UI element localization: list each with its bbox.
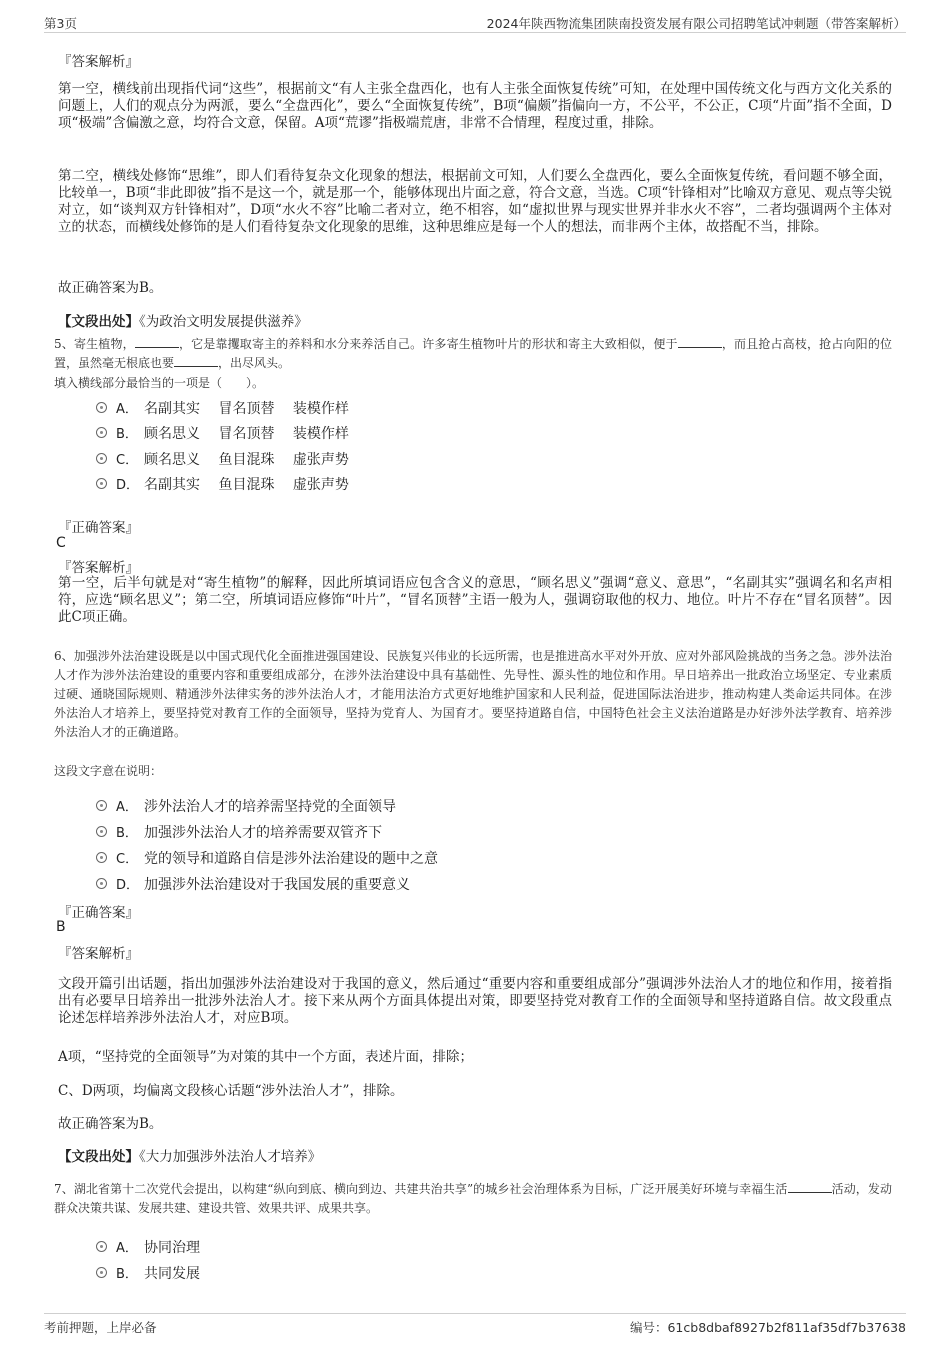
q6-analysis-paragraph-2: A项，“坚持党的全面领导”为对策的其中一个方面，表述片面，排除； bbox=[58, 1049, 474, 1065]
q6-analysis-paragraph-1: 文段开篇引出话题，指出加强涉外法治建设对于我国的意义，然后通过“重要内容和重要组成部分”强调涉外法治人才的地位和作用，接着指出有必要早日培养出一批涉外法治人才。接下来从两个方面具体提出对策，即要坚持党对教育工作的全面领导和坚持道路自信。故文段重点论述怎样培养涉外法治人才，对应B项。 bbox=[58, 976, 892, 1026]
q4-analysis-label: 『答案解析』 bbox=[58, 54, 139, 70]
q5-correct-answer: C bbox=[56, 535, 66, 551]
source-tag: 【文段出处】 bbox=[58, 314, 139, 330]
footer-slogan: 考前押题，上岸必备 bbox=[44, 1320, 157, 1335]
page-footer bbox=[44, 1313, 906, 1336]
q5-analysis: 第一空，后半句就是对“寄生植物”的解释，因此所填词语应包含含义的意思，“顾名思义”强调“意义、意思”，“名副其实”强调名和名声相符，应选“顾名思义”；第二空，所填词语应修饰“叶片”，“冒名顶替”主语一般为人，强调窃取他的权力、地位。叶片不存在“冒名顶替”。因此C项正确。 bbox=[58, 575, 892, 625]
q4-conclusion: 故正确答案为B。 bbox=[58, 280, 163, 296]
q6-conclusion: 故正确答案为B。 bbox=[58, 1116, 163, 1132]
source-title: 《为政治文明发展提供滋养》 bbox=[139, 314, 308, 330]
q4-analysis-paragraph-2: 第二空，横线处修饰“思维”，即人们看待复杂文化现象的想法，根据前文可知，人们要么全盘西化，要么全面恢复传统，看问题不够全面，比较单一，B项“非此即彼”指不是这一个，就是那一个，能够体现出片面之意，符合文意，当选。C项“针锋相对”比喻双方意见、观点等尖锐对立，如“谈判双方针锋相对”，D项“水火不容”比喻二者对立，绝不相容，如“虚拟世界与现实世界并非水火不容”，二者均强调两个主体对立的状态，而横线处修饰的是人们看待复杂文化现象的思维，这种思维应是每一个人的想法，而非两个主体，故搭配不当，排除。 bbox=[58, 168, 892, 235]
radio-icon[interactable] bbox=[96, 478, 107, 489]
q4-source bbox=[58, 310, 308, 330]
q5-correct-label: 『正确答案』 bbox=[58, 520, 139, 536]
q5-prompt: 填入横线部分最恰当的一项是（ ）。 bbox=[54, 376, 265, 390]
blank-line bbox=[788, 1180, 832, 1193]
q4-analysis-paragraph-1: 第一空，横线前出现指代词“这些”，根据前文“有人主张全盘西化，也有人主张全面恢复传统”可知，在处理中国传统文化与西方文化关系的问题上，人们的观点分为两派，要么“全盘西化”，要么“全面恢复传统”，B项“偏颇”指偏向一方，不公平，不公正，C项“片面”指不全面，D项“极端”含偏激之意，均符合文意，保留。A项“荒谬”指极端荒唐，非常不合情理，程度过重，排除。 bbox=[58, 81, 892, 131]
radio-icon[interactable] bbox=[96, 427, 107, 438]
radio-icon[interactable] bbox=[96, 826, 107, 837]
q6-correct-label: 『正确答案』 bbox=[58, 905, 139, 921]
q5-analysis-label: 『答案解析』 bbox=[58, 560, 139, 576]
page-header bbox=[44, 12, 906, 33]
radio-icon[interactable] bbox=[96, 800, 107, 811]
blank-line bbox=[678, 335, 722, 348]
q6-analysis-label: 『答案解析』 bbox=[58, 946, 139, 962]
q6-correct-answer: B bbox=[56, 919, 66, 935]
source-title: 《大力加强涉外法治人才培养》 bbox=[139, 1149, 322, 1165]
q7-stem: 7、湖北省第十二次党代会提出，以构建“纵向到底、横向到边、共建共治共享”的城乡社会治理体系为目标，广泛开展美好环境与幸福生活 活动，发动群众决策共谋、发展共建、建设共管、效果共评、成果共享。 bbox=[54, 1182, 892, 1215]
document-id: 编号：61cb8dbaf8927b2f811af35df7b37638 bbox=[629, 1320, 906, 1335]
page-number: 第3页 bbox=[44, 16, 77, 31]
q6-prompt: 这段文字意在说明： bbox=[54, 764, 163, 778]
radio-icon[interactable] bbox=[96, 453, 107, 464]
radio-icon[interactable] bbox=[96, 1267, 107, 1278]
radio-icon[interactable] bbox=[96, 878, 107, 889]
source-tag: 【文段出处】 bbox=[58, 1149, 139, 1165]
q6-stem: 6、加强涉外法治建设既是以中国式现代化全面推进强国建设、民族复兴伟业的长远所需，也是推进高水平对外开放、应对外部风险挑战的当务之急。涉外法治人才作为涉外法治建设的重要内容和重要组成部分，在涉外法治建设中具有基础性、先导性、源头性的地位和作用。早日培养出一批政治立场坚定、专业素质过硬、通晓国际规则、精通涉外法律实务的涉外法治人才，才能用法治方式更好地维护国家和人民利益，促进国际法治进步，推动构建人类命运共同体。在涉外法治人才培养上，要坚持党对教育工作的全面领导，坚持为党育人、为国育才。要坚持道路自信，中国特色社会主义法治道路是办好涉外法学教育、培养涉外法治人才的正确道路。 bbox=[54, 649, 892, 739]
document-title: 2024年陕西物流集团陕南投资发展有限公司招聘笔试冲刺题（带答案解析） bbox=[486, 16, 906, 31]
q6-source bbox=[58, 1145, 321, 1165]
radio-icon[interactable] bbox=[96, 852, 107, 863]
radio-icon[interactable] bbox=[96, 1241, 107, 1252]
radio-icon[interactable] bbox=[96, 402, 107, 413]
q5-stem: 5、寄生植物， ，它是靠攫取寄主的养料和水分来养活自己。许多寄生植物叶片的形状和寄主大致相似，便于 ，而且抢占高枝，抢占向阳的位置，虽然毫无根底也要 ，出尽风头。 bbox=[54, 337, 892, 370]
blank-line bbox=[135, 335, 179, 348]
blank-line bbox=[174, 354, 218, 367]
q6-analysis-paragraph-3: C、D两项，均偏离文段核心话题“涉外法治人才”，排除。 bbox=[58, 1083, 404, 1099]
